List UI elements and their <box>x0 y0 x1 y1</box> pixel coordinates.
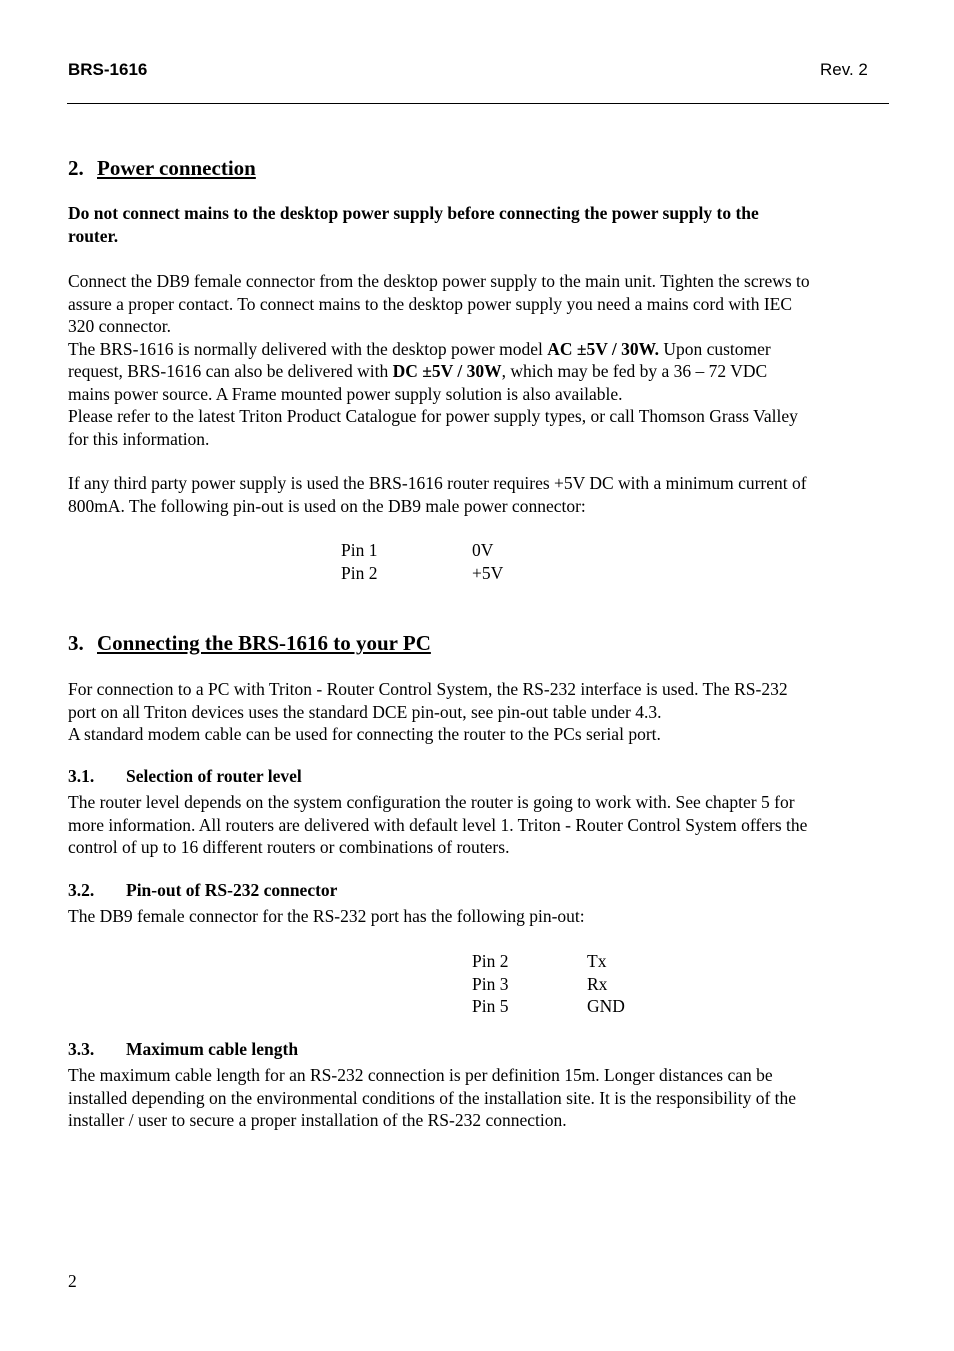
pin-label: Pin 3 <box>472 973 509 994</box>
rs232-pinout-paragraph <box>68 905 890 928</box>
paragraph-line: installer / user to secure a proper installation of the RS-232 connection. <box>68 1110 567 1130</box>
cable-length-paragraph <box>68 1064 890 1132</box>
power-paragraph-1 <box>68 270 890 450</box>
header-doc-id: BRS-1616 <box>68 60 148 79</box>
subsection-number: 3.1. <box>68 766 95 786</box>
power-warning-line: router. <box>68 225 119 246</box>
paragraph-line: If any third party power supply is used the BRS-1616 router requires +5V DC with a minimum current of <box>68 473 807 493</box>
paragraph-line: A standard modem cable can be used for connecting the router to the PCs serial port. <box>68 724 661 744</box>
paragraph-line: Connect the DB9 female connector from the desktop power supply to the main unit. Tighten the screws to <box>68 271 810 291</box>
subsection-number: 3.2. <box>68 880 95 900</box>
pin-value: Tx <box>587 951 607 971</box>
pinout-row <box>472 973 722 996</box>
pin-label: Pin 2 <box>341 562 378 583</box>
paragraph-line: assure a proper contact. To connect mains to the desktop power supply you need a mains cord with IEC <box>68 293 793 314</box>
text-run: The BRS-1616 is normally delivered with the desktop power model <box>68 338 548 359</box>
section-2-title: Power connection <box>97 156 256 180</box>
header-revision: Rev. 2 <box>820 60 868 79</box>
pinout-row <box>341 562 591 585</box>
subsection-title: Selection of router level <box>126 766 302 786</box>
paragraph-line: installed depending on the environmental conditions of the installation site. It is the responsibility of the <box>68 1087 797 1108</box>
paragraph-line: The DB9 female connector for the RS-232 port has the following pin-out: <box>68 906 585 926</box>
section-3-title: Connecting the BRS-1616 to your PC <box>97 631 431 655</box>
pc-connection-paragraph <box>68 678 890 746</box>
paragraph-line: mains power source. A Frame mounted power supply solution is also available. <box>68 383 623 404</box>
page-number: 2 <box>68 1271 77 1291</box>
paragraph-line <box>68 360 890 383</box>
power-warning-line: Do not connect mains to the desktop power supply before connecting the power supply to the <box>68 203 759 223</box>
paragraph-line <box>68 338 890 361</box>
paragraph-line: Please refer to the latest Triton Product Catalogue for power supply types, or call Thomson Grass Valley <box>68 406 798 426</box>
paragraph-line: more information. All routers are delivered with default level 1. Triton - Router Control System offers the <box>68 814 808 835</box>
ac-model-spec: AC ±5V / 30W. <box>547 338 659 359</box>
power-warning <box>68 202 890 247</box>
pin-label: Pin 1 <box>341 540 378 560</box>
text-run: request, BRS-1616 can also be delivered with <box>68 361 393 381</box>
header-divider <box>67 103 889 104</box>
subsection-title: Pin-out of RS-232 connector <box>126 880 338 900</box>
pin-label: Pin 2 <box>472 951 509 971</box>
paragraph-line: control of up to 16 different routers or combinations of routers. <box>68 837 510 857</box>
rs232-pinout-table <box>472 950 722 1018</box>
pin-value: GND <box>587 996 625 1016</box>
dc-model-spec: DC ±5V / 30W <box>392 361 502 381</box>
paragraph-line: The router level depends on the system configuration the router is going to work with. See chapter 5 for <box>68 792 795 812</box>
router-level-paragraph <box>68 791 890 859</box>
subsection-3-3-heading <box>68 1038 298 1060</box>
paragraph-line: 320 connector. <box>68 316 172 336</box>
section-3-number: 3. <box>68 631 84 655</box>
power-paragraph-2 <box>68 472 890 517</box>
pin-label: Pin 5 <box>472 996 509 1016</box>
subsection-number: 3.3. <box>68 1039 95 1059</box>
text-run: , which may be fed by a 36 – 72 VDC <box>501 361 768 381</box>
subsection-3-2-heading <box>68 879 337 901</box>
pinout-row <box>472 995 722 1018</box>
power-pinout-table <box>341 539 591 584</box>
paragraph-line: for this information. <box>68 428 210 449</box>
paragraph-line: The maximum cable length for an RS-232 connection is per definition 15m. Longer distances can be <box>68 1065 773 1085</box>
pinout-row <box>472 950 722 973</box>
pin-value: +5V <box>472 562 504 583</box>
pinout-row <box>341 539 591 562</box>
paragraph-line: 800mA. The following pin-out is used on the DB9 male power connector: <box>68 495 586 516</box>
text-run: Upon customer <box>658 338 771 359</box>
pin-value: 0V <box>472 540 494 560</box>
paragraph-line: port on all Triton devices uses the standard DCE pin-out, see pin-out table under 4.3. <box>68 701 662 722</box>
section-3-heading <box>68 630 431 656</box>
section-2-heading <box>68 155 256 181</box>
subsection-3-1-heading <box>68 765 302 787</box>
paragraph-line: For connection to a PC with Triton - Router Control System, the RS-232 interface is used. The RS-232 <box>68 679 788 699</box>
subsection-title: Maximum cable length <box>126 1039 299 1059</box>
section-2-number: 2. <box>68 156 84 180</box>
pin-value: Rx <box>587 973 608 994</box>
